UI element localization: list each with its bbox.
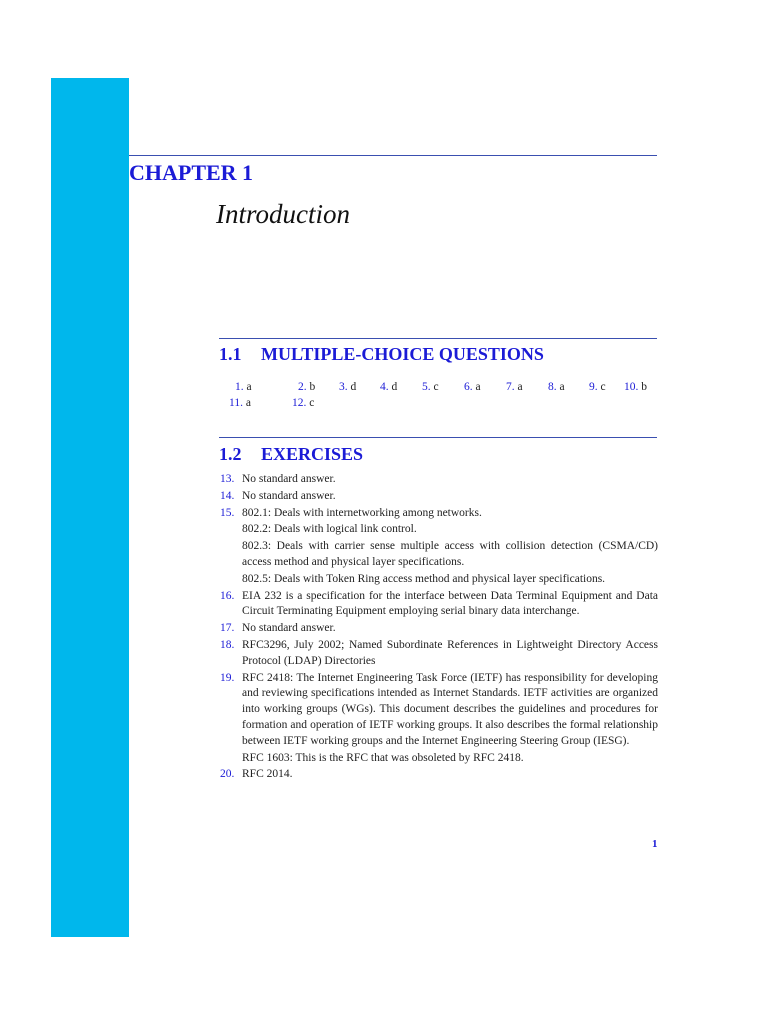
exercise-text: EIA 232 is a specification for the interface between Data Terminal Equipment and Data Circuit Terminating Equipment employing serial binary data interchange. (242, 589, 658, 618)
section-title: EXERCISES (261, 444, 364, 464)
exercise-number: 14. (220, 489, 235, 502)
section-rule-1 (219, 338, 657, 339)
section-heading-exercises (219, 444, 363, 465)
exercise-item (220, 621, 658, 638)
exercise-text: RFC 1603: This is the RFC that was obsoleted by RFC 2418. (242, 751, 524, 764)
chapter-rule (129, 155, 657, 156)
exercise-text: RFC3296, July 2002; Named Subordinate References in Lightweight Directory Access Protocol (LDAP) Directories (242, 638, 658, 667)
chapter-title: Introduction (216, 199, 350, 229)
exercise-number: 17. (220, 622, 235, 635)
exercise-item (220, 506, 658, 589)
exercise-item (220, 472, 658, 489)
exercise-text: No standard answer. (242, 489, 336, 502)
section-title: MULTIPLE-CHOICE QUESTIONS (261, 344, 544, 364)
mcq-answer: 4. d (380, 381, 398, 393)
exercise-text: RFC 2014. (242, 768, 293, 781)
mcq-answer: 2. b (298, 381, 316, 393)
exercise-list (220, 472, 658, 784)
exercise-item (220, 767, 658, 784)
exercise-number: 20. (220, 768, 235, 781)
section-heading-mcq (219, 344, 544, 365)
exercise-item (220, 638, 658, 671)
chapter-label: CHAPTER 1 (129, 160, 254, 185)
chapter-side-bar (51, 78, 129, 937)
mcq-answer: 10. b (624, 381, 647, 393)
exercise-number: 16. (220, 589, 235, 602)
exercise-text: 802.3: Deals with carrier sense multiple access with collision detection (CSMA/CD) access method and physical layer specifications. (242, 540, 658, 568)
section-number: 1.1 (219, 344, 242, 364)
exercise-text: 802.5: Deals with Token Ring access method and physical layer specifications. (242, 572, 606, 585)
exercise-number: 13. (220, 473, 235, 485)
mcq-answer: 1. a (235, 381, 252, 393)
exercise-number: 18. (220, 638, 235, 651)
mcq-answer: 5. c (422, 381, 439, 393)
mcq-answer: 7. a (506, 381, 523, 393)
exercise-text: No standard answer. (242, 622, 336, 635)
mcq-answer: 3. d (339, 381, 357, 393)
exercise-number: 19. (220, 671, 235, 684)
exercise-item (220, 671, 658, 768)
page-number: 1 (652, 838, 658, 850)
mcq-answer: 9. c (589, 381, 606, 393)
exercise-item (220, 589, 658, 622)
exercise-text: RFC 2418: The Internet Engineering Task Force (IETF) has responsibility for developing and reviewing specifications intended as Internet Standards. IETF activities are organized into working groups (WGs). This document describes the guidelines and procedures for formation and operation of IETF working groups. It also describes the formal relationship between IETF working groups and the Internet Engineering Steering Group (IESG). (242, 671, 658, 747)
mcq-answer: 11. a (229, 397, 251, 409)
mcq-answer: 6. a (464, 381, 481, 393)
exercise-item (220, 489, 658, 506)
section-rule-2 (219, 437, 657, 438)
exercise-text: No standard answer. (242, 473, 336, 485)
mcq-answer: 12. c (292, 397, 315, 409)
exercise-text: 802.2: Deals with logical link control. (242, 523, 417, 536)
exercise-text: 802.1: Deals with internetworking among networks. (242, 506, 482, 519)
section-number: 1.2 (219, 444, 242, 464)
exercise-number: 15. (220, 506, 235, 519)
mcq-answer: 8. a (548, 381, 565, 393)
